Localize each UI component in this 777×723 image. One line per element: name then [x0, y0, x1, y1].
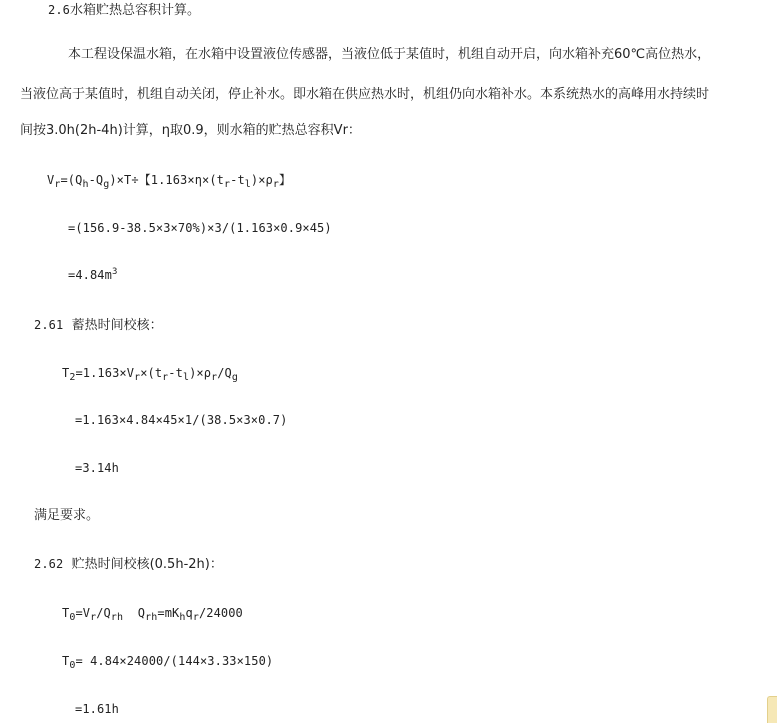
- calc-vr-step: =(156.9-38.5×3×70%)×3/(1.163×0.9×45): [68, 221, 332, 235]
- formula-vr: $V_r=(Q_h-Q_g)\times T\div$【$1.163\times\eta\times(t_r-t_l)\times\rho_r$】: [47, 173, 292, 190]
- paragraph-line-3: 间按3.0h(2h-4h)计算，η取0.9，则水箱的贮热总容积Vr：: [20, 123, 361, 138]
- subsection-261: [34, 317, 163, 334]
- subsection-title: 贮热时间校核(0.5h-2h)：: [71, 557, 223, 572]
- paragraph-line-1: 本工程设保温水箱，在水箱中设置液位传感器，当液位低于某值时，机组自动开启，向水箱补充60℃高位热水，: [68, 47, 711, 62]
- paragraph-line-2: 当液位高于某值时，机组自动关闭，停止补水。即水箱在供应热水时，机组仍向水箱补水。本系统热水的高峰用水持续时: [20, 87, 710, 102]
- formula-t2: $T_2=1.163\times V_r\times(t_r-t_l)\times\rho_r/Q_g$: [62, 366, 238, 383]
- subsection-number: 2.61: [34, 318, 64, 332]
- calc-t2-result: =3.14h: [75, 461, 119, 475]
- calc-t0-step: $T_0= 4.84\times 24000/(144\times 3.33\times 150)$: [62, 654, 274, 671]
- satisfy-text: 满足要求。: [34, 508, 100, 523]
- calc-t2-step: =1.163×4.84×45×1/(38.5×3×0.7): [75, 413, 288, 427]
- section-number: 2.6: [48, 3, 70, 17]
- calc-t0-result: =1.61h: [75, 702, 119, 716]
- subsection-number: 2.62: [34, 557, 64, 571]
- calc-vr-result: $=4.84m^3$: [68, 267, 118, 282]
- formula-t0: $T_0=V_r/Q_{rh}$ $Q_{rh}=mK_hq_r/24000$: [62, 606, 243, 623]
- subsection-262: [34, 556, 223, 573]
- page-corner-tab[interactable]: [767, 696, 777, 723]
- section-heading: [48, 2, 200, 19]
- section-title: 水箱贮热总容积计算。: [69, 3, 200, 18]
- subsection-title: 蓄热时间校核：: [71, 318, 163, 333]
